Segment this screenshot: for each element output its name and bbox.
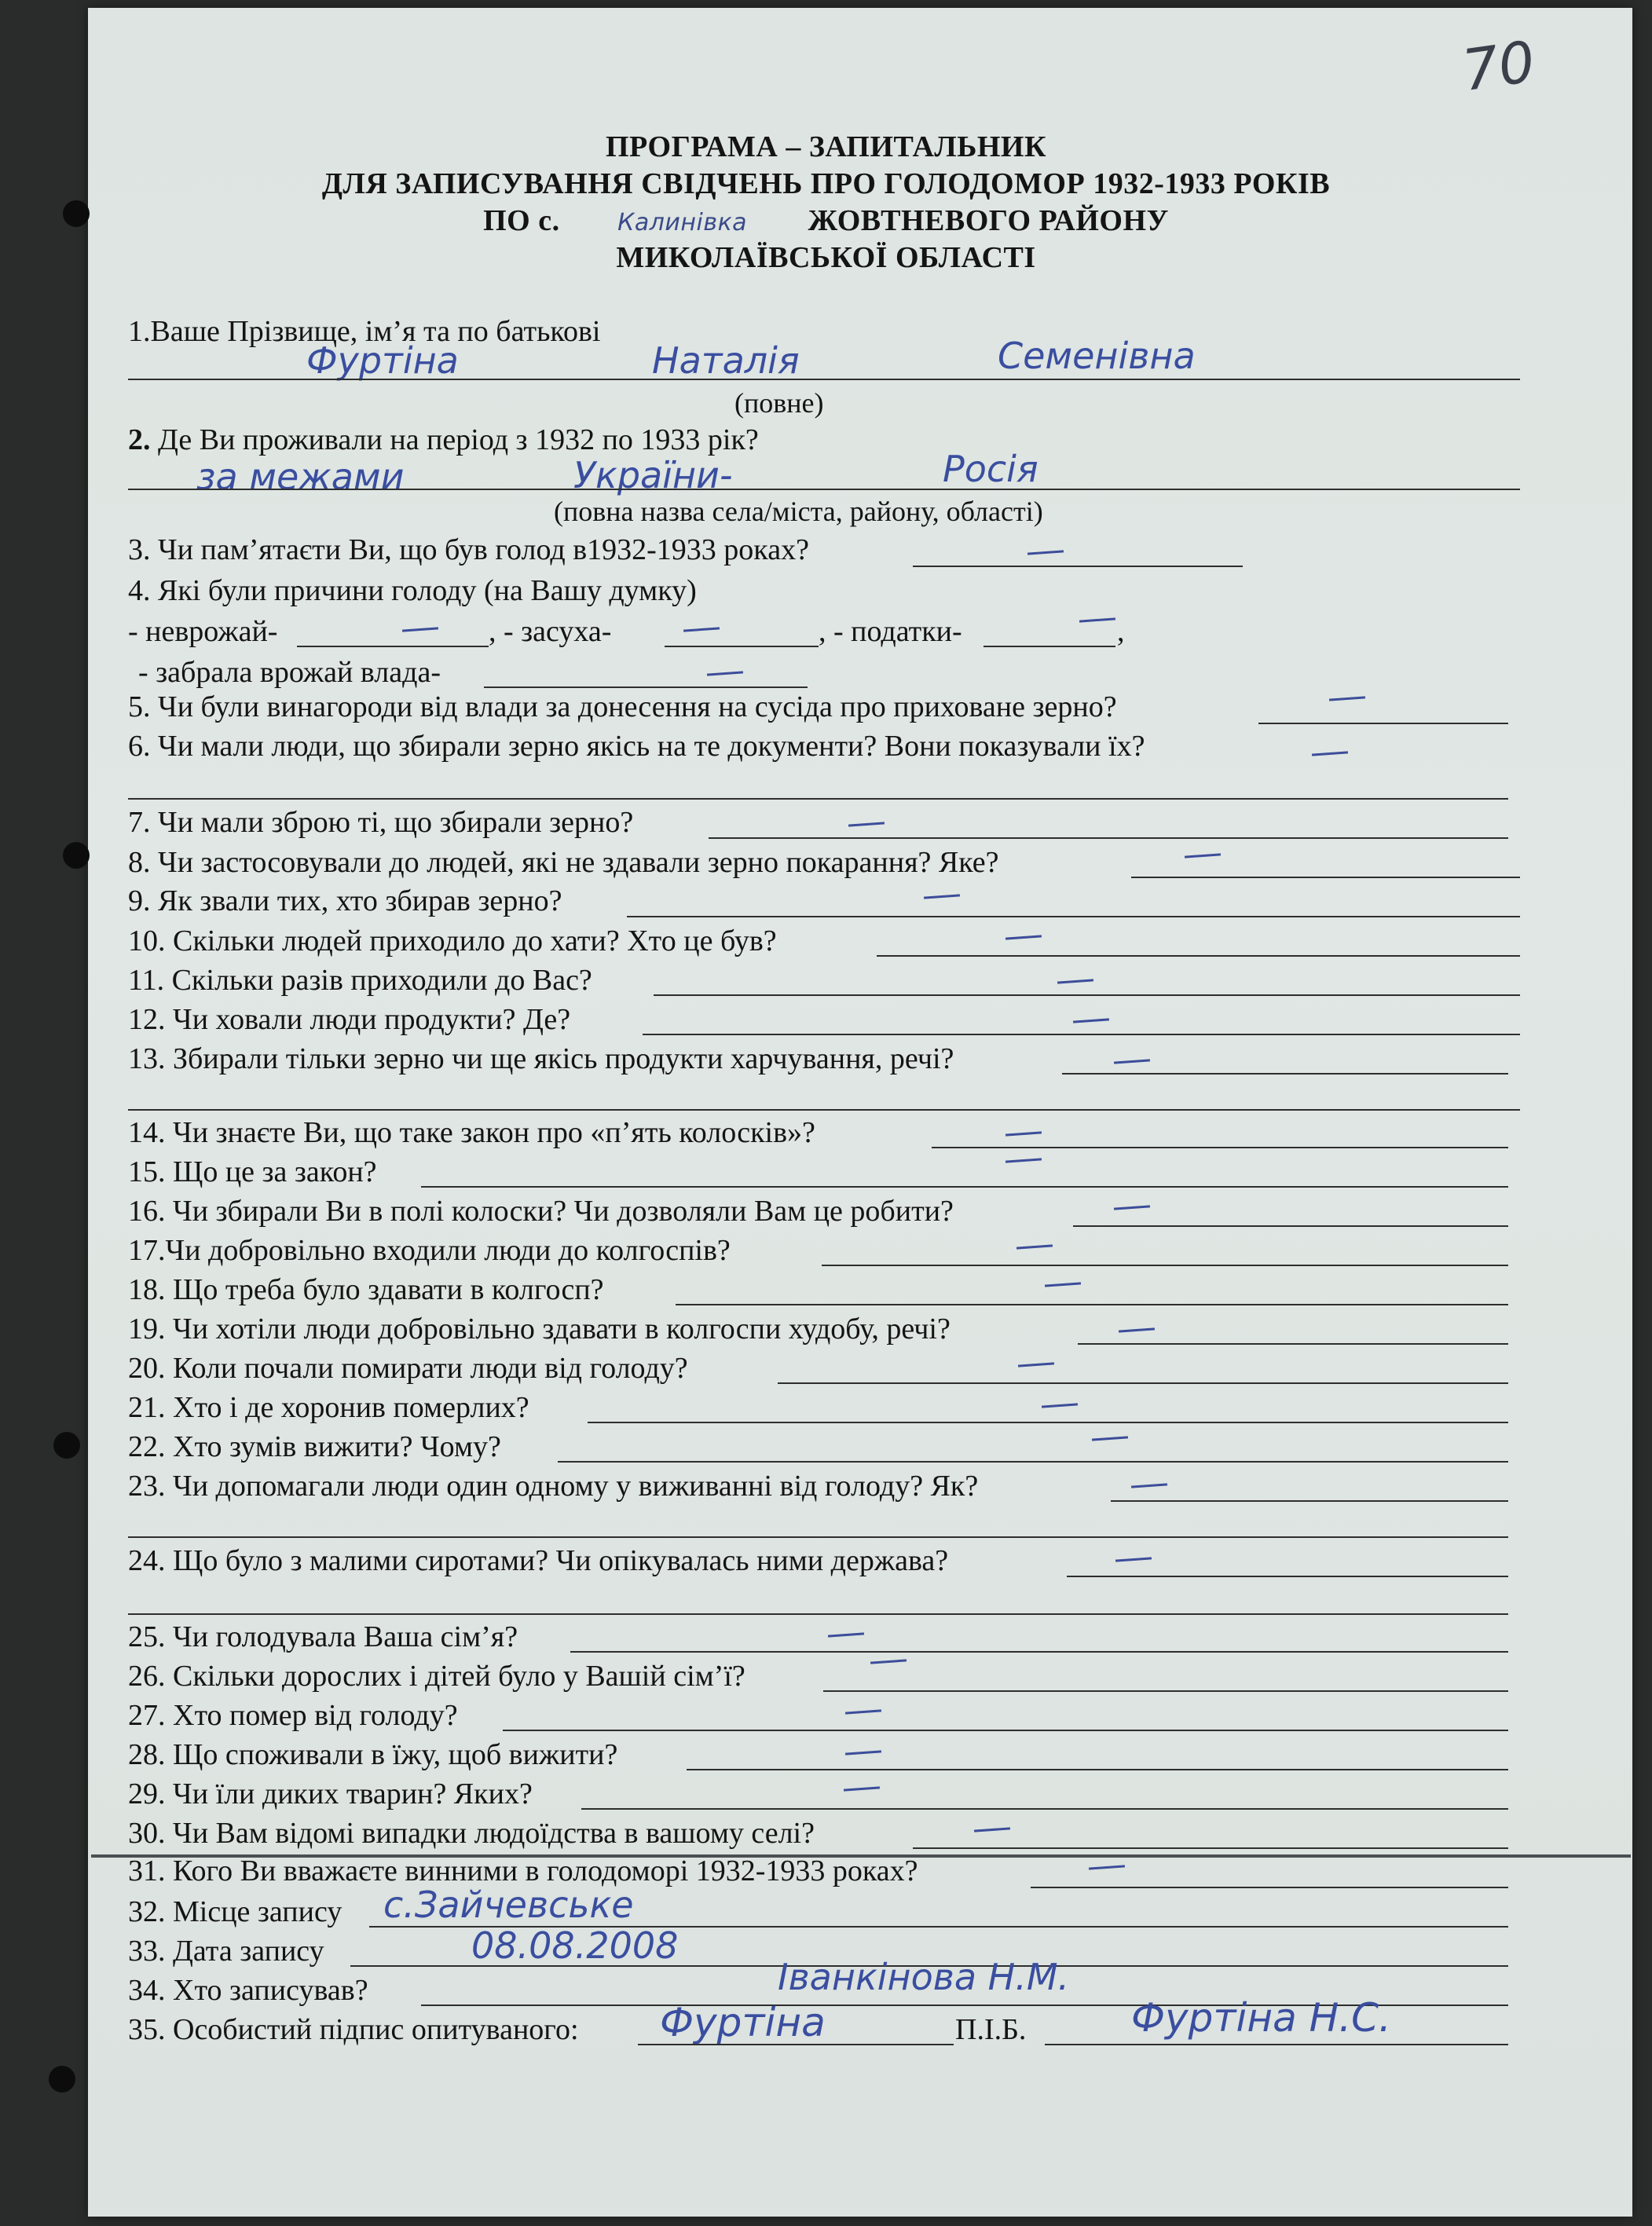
location-prefix: ПО с. [483,204,560,237]
punch-hole [53,1432,80,1459]
answer-line [913,1847,1508,1849]
village-handwritten: Калинівка [617,209,748,236]
answer-line [484,686,808,688]
question-1: 1.Ваше Прізвище, ім’я та по батькові [128,315,601,348]
answer-line [823,1690,1508,1692]
answer-line [1062,1073,1508,1075]
question-29: 29. Чи їли диких тварин? Яких? [128,1778,533,1810]
answer-line [1078,1343,1508,1345]
question-28: 28. Що споживали в їжу, щоб вижити? [128,1738,618,1771]
answer-1-patronymic: Семенівна [998,335,1196,377]
question-10: 10. Скільки людей приходило до хати? Хто це був? [128,924,777,957]
question-25: 25. Чи голодувала Ваша сім’я? [128,1620,518,1653]
answer-line [128,489,1520,490]
question-4: 4. Які були причини голоду (на Вашу думку) [128,574,697,607]
answer-line [128,1109,1520,1111]
question-4-option-a: - неврожай- [128,615,278,648]
answer-line [1031,1887,1508,1888]
question-24: 24. Що було з малими сиротами? Чи опікувалась ними держава? [128,1544,949,1577]
answer-line [128,1613,1508,1615]
answer-line [877,955,1520,957]
page-number: 70 [1458,28,1540,104]
question-4-option-b: , - засуха- [489,615,612,648]
question-14: 14. Чи знаєте Ви, що таке закон про «п’ять колосків»? [128,1116,815,1149]
answer-line [558,1461,1508,1463]
punch-hole [49,2066,75,2092]
question-11: 11. Скільки разів приходили до Вас? [128,964,592,997]
answer-line [1073,1225,1508,1227]
answer-line [709,837,1508,839]
answer-line [687,1769,1508,1770]
question-17: 17.Чи добровільно входили люди до колгоспів? [128,1234,731,1267]
answer-35-signature: Фуртіна [660,2000,826,2045]
question-12: 12. Чи ховали люди продукти? Де? [128,1003,571,1036]
question-2 [128,423,759,457]
answer-32-place: с.Зайчевське [383,1884,634,1926]
question-8: 8. Чи застосовували до людей, які не здавали зерно покарання? Яке? [128,846,999,879]
question-20: 20. Коли почали помирати люди від голоду? [128,1352,688,1385]
answer-1-name: Наталія [652,339,800,382]
answer-33-date: 08.08.2008 [471,1924,679,1967]
answer-2-part3: Росія [943,448,1038,490]
question-3: 3. Чи пам’ятаєти Ви, що був голод в1932-1933 роках? [128,533,809,566]
question-2-number: 2. [128,423,151,456]
answer-line [638,2044,954,2045]
location-district: ЖОВТНЕВОГО РАЙОНУ [808,204,1169,237]
question-35: 35. Особистий підпис опитуваного: [128,2013,579,2046]
answer-35-pib: Фуртіна Н.С. [1131,1995,1391,2041]
answer-line [588,1422,1508,1423]
answer-line [932,1147,1508,1148]
answer-line [676,1304,1508,1305]
question-23: 23. Чи допомагали люди один одному у виживанні від голоду? Як? [128,1470,979,1503]
question-7: 7. Чи мали зброю ті, що збирали зерно? [128,806,634,839]
question-5: 5. Чи були винагороди від влади за донесення на сусіда про приховане зерно? [128,690,1117,723]
question-13: 13. Збирали тільки зерно чи ще якісь продукти харчування, речі? [128,1042,954,1075]
hint-full-address: (повна назва села/міста, району, області) [554,496,1043,527]
answer-line [297,646,489,647]
answer-line [128,1536,1508,1538]
answer-line [778,1382,1508,1384]
question-27: 27. Хто помер від голоду? [128,1699,458,1732]
question-15: 15. Що це за закон? [128,1155,377,1188]
punch-hole [63,842,90,869]
answer-34-recorder: Іванкінова Н.М. [778,1956,1070,1998]
form-region: МИКОЛАЇВСЬКОЇ ОБЛАСТІ [616,241,1036,274]
answer-line [643,1034,1520,1035]
hint-full: (повне) [734,387,824,419]
question-19: 19. Чи хотіли люди добровільно здавати в колгоспи худобу, речі? [128,1313,951,1345]
form-title: ПРОГРАМА – ЗАПИТАЛЬНИК [605,130,1047,163]
answer-1-surname: Фуртіна [306,339,459,382]
answer-line [1111,1500,1508,1502]
question-30: 30. Чи Вам відомі випадки людоїдства в вашому селі? [128,1817,815,1850]
answer-line [1067,1576,1508,1577]
question-34: 34. Хто записував? [128,1974,368,2007]
form-location [0,203,1652,238]
answer-line [627,916,1520,917]
answer-line [822,1265,1508,1266]
answer-line [654,994,1520,996]
answer-line [665,646,819,647]
answer-line [421,1186,1508,1188]
answer-line [128,379,1520,380]
answer-line [570,1651,1508,1653]
question-16: 16. Чи збирали Ви в полі колоски? Чи дозволяли Вам це робити? [128,1195,954,1228]
question-4-option-d: - забрала врожай влада- [138,656,441,689]
answer-line [128,798,1508,800]
question-9: 9. Як звали тих, хто збирав зерно? [128,884,562,917]
form-subtitle: ДЛЯ ЗАПИСУВАННЯ СВІДЧЕНЬ ПРО ГОЛОДОМОР 1932-1933 РОКІВ [321,167,1331,200]
question-6: 6. Чи мали люди, що збирали зерно якісь на те документи? Вони показували їх? [128,730,1145,763]
question-31: 31. Кого Ви вважаєте винними в голодоморі 1932-1933 роках? [128,1854,918,1887]
question-4-comma: , [1117,615,1125,648]
question-26: 26. Скільки дорослих і дітей було у Вашій сім’ї? [128,1660,745,1693]
question-4-option-c: , - податки- [819,615,962,648]
question-22: 22. Хто зумів вижити? Чому? [128,1430,501,1463]
question-33: 33. Дата запису [128,1935,324,1968]
answer-line [503,1730,1508,1731]
question-35-pib: П.І.Б. [955,2013,1027,2046]
answer-line [913,566,1243,567]
answer-2-part2: України- [573,454,733,496]
question-32: 32. Місце запису [128,1895,342,1928]
answer-line [581,1808,1508,1810]
question-21: 21. Хто і де хоронив померлих? [128,1391,529,1424]
answer-line [1258,723,1508,724]
answer-line [984,646,1115,647]
answer-line [1045,2044,1508,2045]
question-2-text: Де Ви проживали на період з 1932 по 1933 рік? [158,423,759,456]
answer-line [1131,877,1520,878]
answer-2-part1: за межами [196,456,405,498]
question-18: 18. Що треба було здавати в колгосп? [128,1273,604,1306]
